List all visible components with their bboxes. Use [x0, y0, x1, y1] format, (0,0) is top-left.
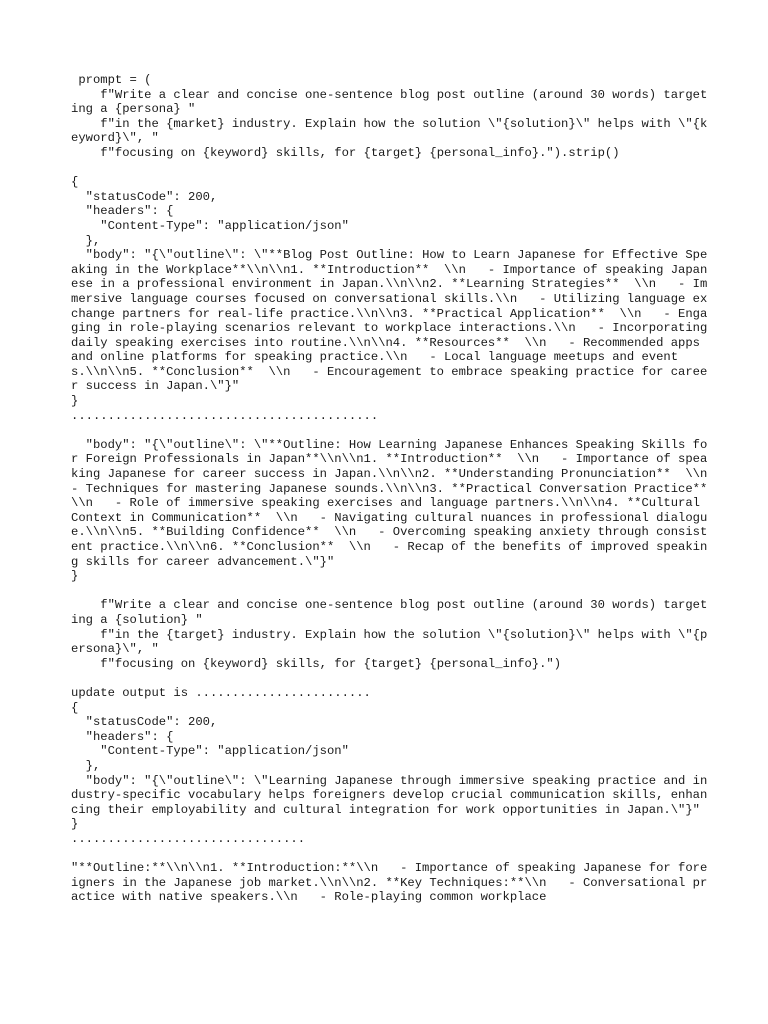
document-text: prompt = ( f"Write a clear and concise one-sentence blog post outline (around 30 words) targeting a {persona} " f"in the {market} industry. Explain how the solution \"{solution}\" helps with \"{keyword}\", " f"focusing on {keyword} skills, for {target} {personal_info}.").strip() { "statusCode": 200, "headers": { "Content-Type": "application/json" }, "body": "{\"outline\": \"**Blog Post Outline: How to Learn Japanese for Effective Speaking in the Workplace**\\n\\n1. **Introduction** \\n - Importance of speaking Japanese in a professional environment in Japan.\\n\\n2. **Learning Strategies** \\n - Immersive language courses focused on conversational skills.\\n - Utilizing language exchange partners for real-life practice.\\n\\n3. **Practical Application** \\n - Engaging in role-playing scenarios relevant to workplace interactions.\\n - Incorporating daily speaking exercises into routine.\\n\\n4. **Resources** \\n - Recommended apps and online platforms for speaking practice.\\n - Local language meetups and events.\\n\\n5. **Conclusion** \\n - Encouragement to embrace speaking practice for career success in Japan.\"}" } .......................................... "body": "{\"outline\": \"**Outline: How Learning Japanese Enhances Speaking Skills for Foreign Professionals in Japan**\\n\\n1. **Introduction** \\n - Importance of speaking Japanese for career success in Japan.\\n\\n2. **Understanding Pronunciation** \\n - Techniques for mastering Japanese sounds.\\n\\n3. **Practical Conversation Practice** \\n - Role of immersive speaking exercises and language partners.\\n\\n4. **Cultural Context in Communication** \\n - Navigating cultural nuances in professional dialogue.\\n\\n5. **Building Confidence** \\n - Overcoming speaking anxiety through consistent practice.\\n\\n6. **Conclusion** \\n - Recap of the benefits of improved speaking skills for career advancement.\"}" } f"Write a clear and concise one-sentence blog post outline (around 30 words) targeting a {solution} " f"in the {target} industry. Explain how the solution \"{solution}\" helps with \"{persona}\", " f"focusing on {keyword} skills, for {target} {personal_info}.") update output is ........................ { "statusCode": 200, "headers": { "Content-Type": "application/json" }, "body": "{\"outline\": \"Learning Japanese through immersive speaking practice and industry-specific vocabulary helps foreigners develop crucial communication skills, enhancing their employability and cultural integration for work opportunities in Japan.\"}" } ................................ "**Outline:**\\n\\n1. **Introduction:**\\n - Importance of speaking Japanese for foreigners in the Japanese job market.\\n\\n2. **Key Techniques:**\\n - Conversational practice with native speakers.\\n - Role-playing common workplace: [71, 73, 708, 905]
